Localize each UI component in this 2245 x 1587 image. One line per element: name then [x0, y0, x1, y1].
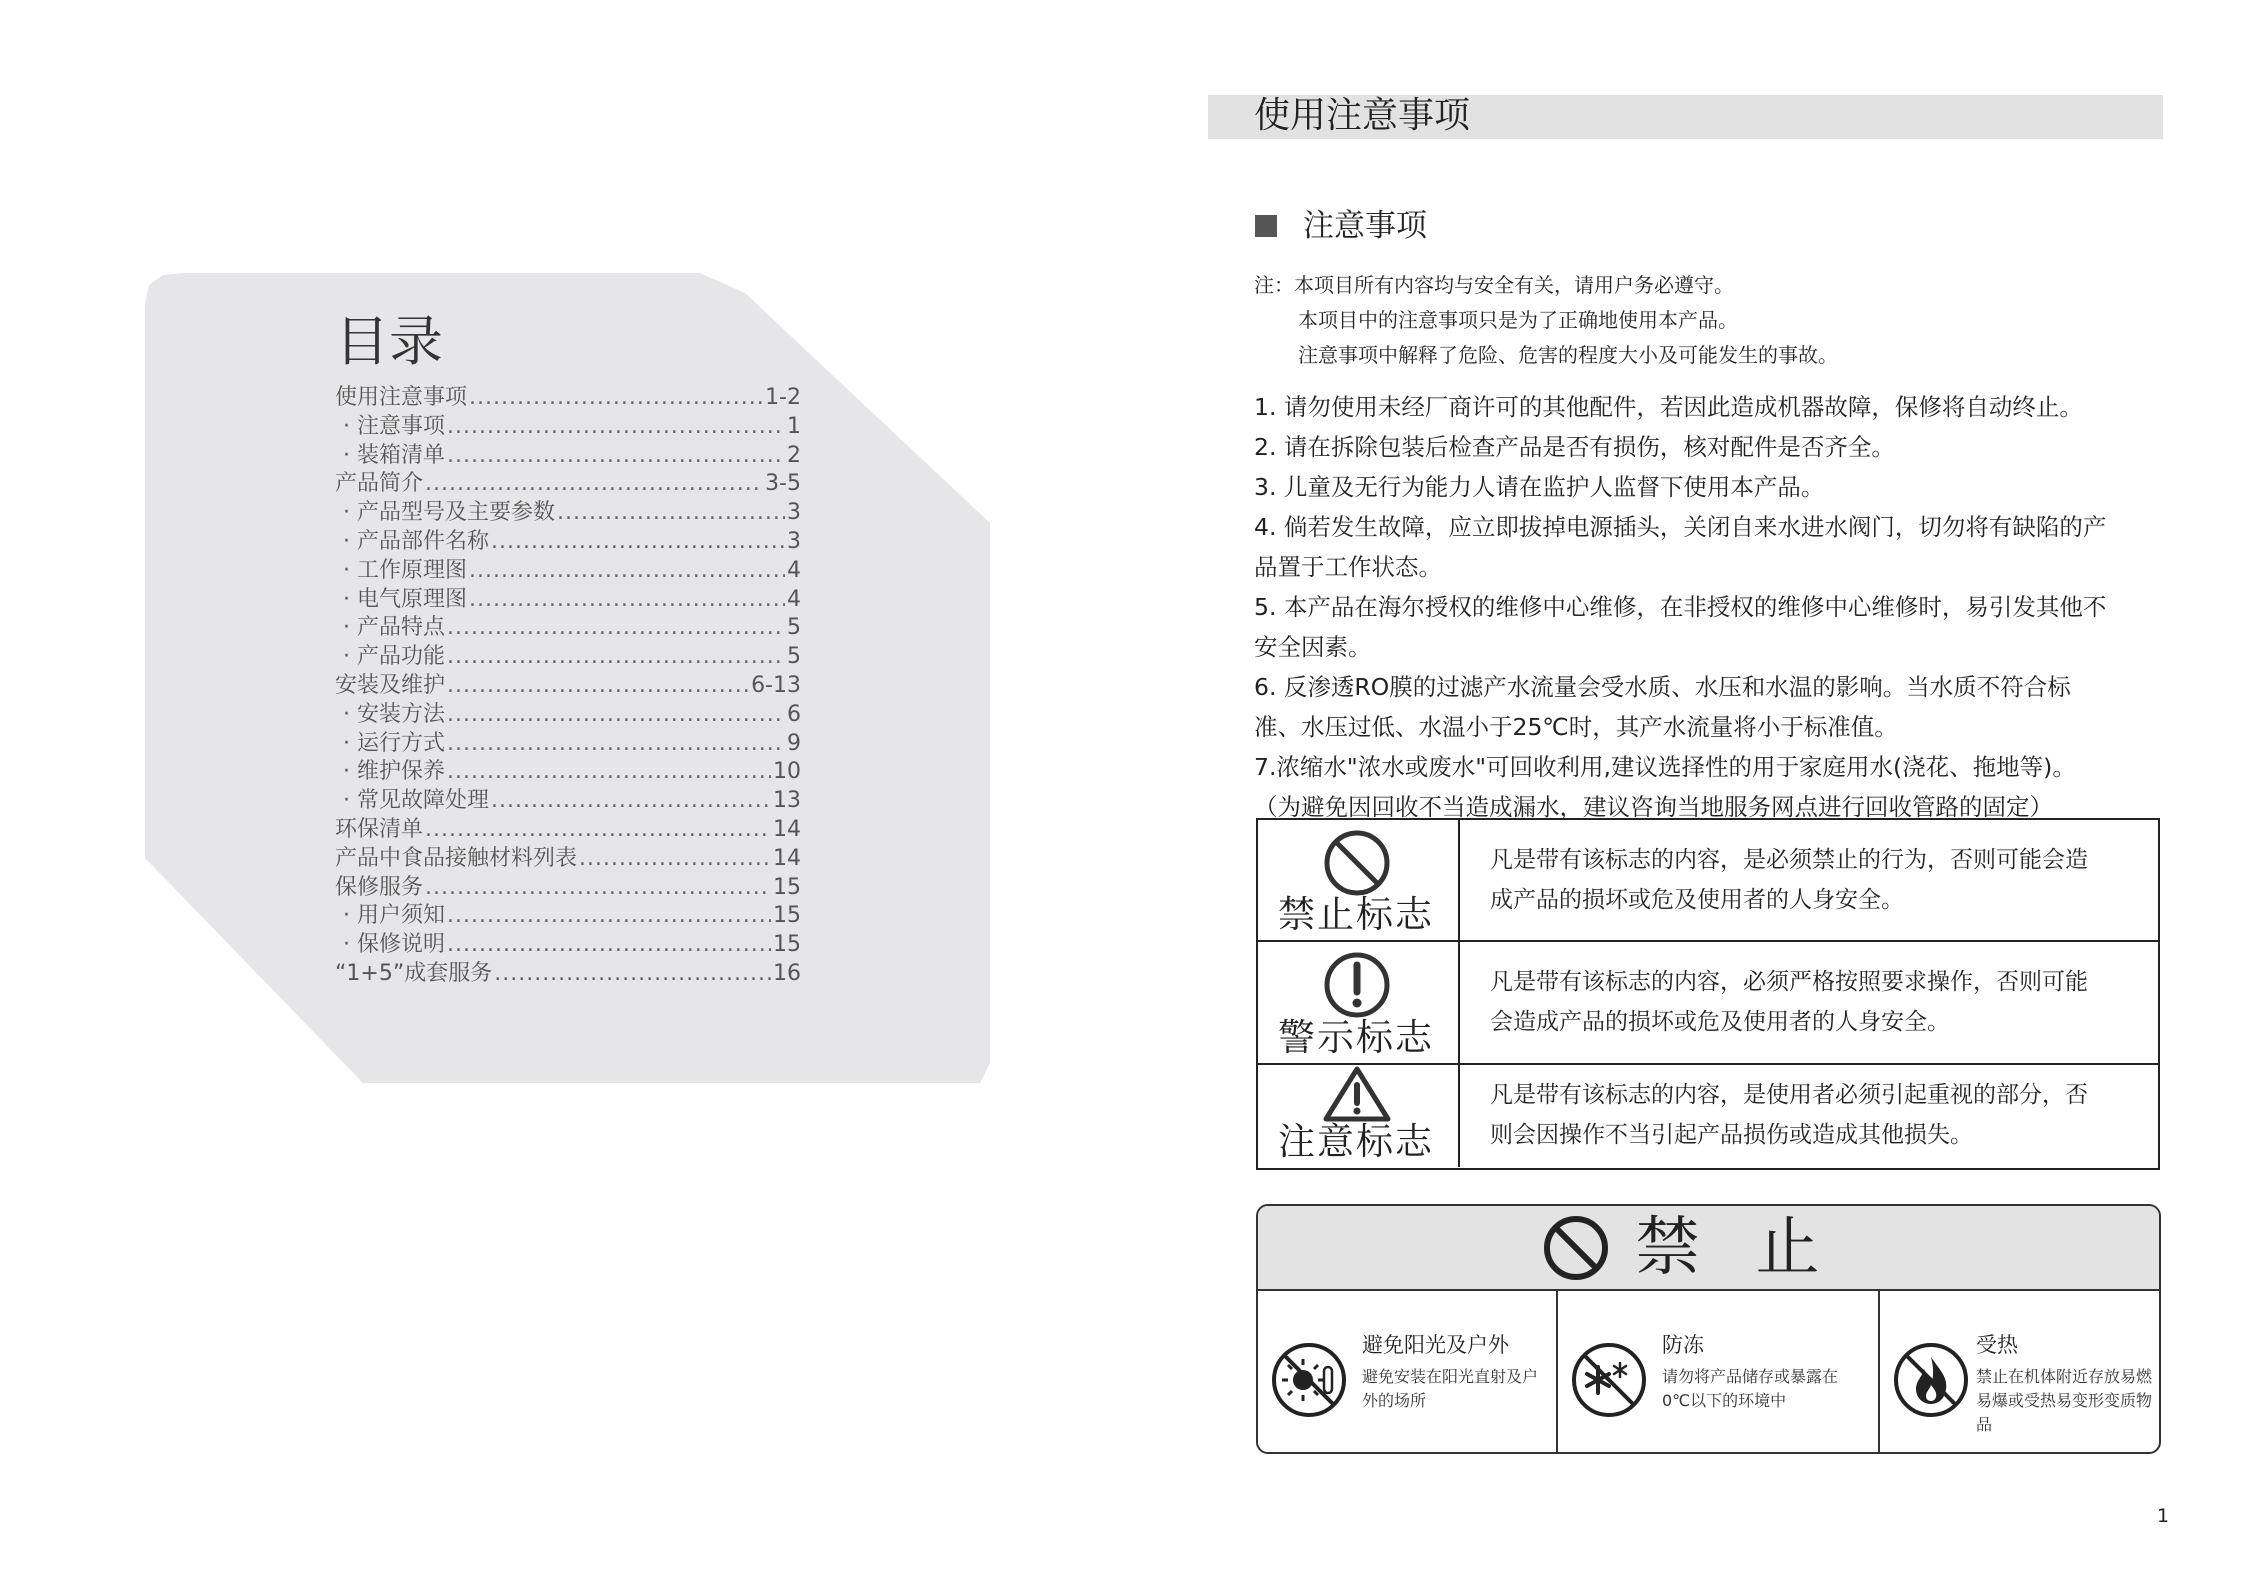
no-freeze-icon	[1570, 1341, 1648, 1419]
toc-entry-label: · 保修说明	[343, 932, 445, 958]
toc-dot-leader	[469, 557, 785, 586]
prohibition-cell-heat	[1880, 1291, 2159, 1454]
prohibition-cell-sunlight	[1258, 1291, 1558, 1454]
page-title: 使用注意事项	[1254, 95, 1471, 136]
toc-entry	[335, 528, 801, 557]
prohibition-box	[1256, 1204, 2161, 1454]
toc-entry-label: · 装箱清单	[343, 442, 445, 468]
toc-list	[335, 384, 801, 989]
precaution-item: 准、水压过低、水温小于25℃时，其产水流量将小于标准值。	[1254, 713, 1898, 741]
symbol-description: 凡是带有该标志的内容，是使用者必须引起重视的部分，否	[1490, 1082, 2088, 1108]
toc-entry	[335, 960, 801, 989]
toc-entry-label: · 产品特点	[343, 615, 445, 641]
toc-entry	[335, 586, 801, 615]
toc-entry	[335, 499, 801, 528]
prohibit-icon	[1322, 828, 1392, 898]
toc-dot-leader	[447, 931, 771, 960]
precaution-item: 2. 请在拆除包装后检查产品是否有损伤，核对配件是否齐全。	[1254, 433, 1895, 461]
symbol-description: 会造成产品的损坏或危及使用者的人身安全。	[1490, 1008, 1950, 1035]
precaution-item: 4. 倘若发生故障，应立即拔掉电源插头，关闭自来水进水阀门，切勿将有缺陷的产	[1254, 513, 2107, 541]
precaution-item: 5. 本产品在海尔授权的维修中心维修，在非授权的维修中心维修时，易引发其他不	[1254, 593, 2107, 621]
toc-title: 目录	[335, 310, 443, 373]
toc-entry	[335, 701, 801, 730]
toc-entry-page: 15	[773, 874, 801, 900]
toc-entry-label: · 产品型号及主要参数	[343, 500, 555, 526]
toc-entry-page: 3	[787, 500, 801, 526]
toc-entry-page: 4	[787, 586, 801, 612]
toc-dot-leader	[447, 614, 785, 643]
toc-entry-label: · 安装方法	[343, 701, 445, 727]
toc-entry-page: 14	[773, 816, 801, 842]
toc-entry-page: 9	[787, 730, 801, 756]
toc-entry	[335, 470, 801, 499]
square-bullet-icon	[1255, 215, 1277, 237]
prohibition-cell-desc: 禁止在机体附近存放易燃易爆或受热易变形变质物品	[1976, 1367, 2153, 1434]
toc-entry	[335, 643, 801, 672]
prohibition-cell-title: 防冻	[1662, 1333, 1704, 1357]
symbol-description: 凡是带有该标志的内容，是必须禁止的行为，否则可能会造	[1490, 847, 2088, 873]
toc-entry	[335, 845, 801, 874]
symbol-description: 凡是带有该标志的内容，必须严格按照要求操作，否则可能	[1490, 968, 2088, 995]
toc-entry	[335, 931, 801, 960]
toc-entry-label: 使用注意事项	[335, 385, 468, 410]
toc-entry-label: “1+5”成套服务	[335, 960, 493, 986]
toc-entry-page: 5	[787, 644, 801, 670]
toc-entry-page: 6-13	[751, 672, 801, 698]
toc-entry-page: 10	[773, 759, 801, 785]
toc-entry	[335, 614, 801, 643]
prohibition-cell-title: 受热	[1976, 1333, 2018, 1357]
toc-entry-page: 1	[787, 413, 801, 439]
toc-dot-leader	[425, 470, 763, 499]
page-number: 1	[2157, 1505, 2170, 1527]
prohibit-icon	[1542, 1214, 1610, 1282]
toc-entry	[335, 442, 801, 471]
prohibition-cell-desc: 避免安装在阳光直射及户外的场所	[1362, 1367, 1539, 1410]
toc-entry-label: 安装及维护	[335, 672, 446, 698]
toc-entry	[335, 902, 801, 931]
toc-entry	[335, 758, 801, 787]
toc-entry-page: 4	[787, 557, 801, 583]
toc-entry-label: · 电气原理图	[343, 586, 467, 612]
toc-dot-leader	[557, 499, 785, 528]
symbol-name: 警示标志	[1278, 1016, 1434, 1059]
toc-dot-leader	[579, 845, 771, 874]
symbol-row-caution	[1258, 1063, 2158, 1167]
prohibition-cell-desc: 请勿将产品储存或暴露在0℃以下的环境中	[1662, 1367, 1839, 1410]
toc-entry-page: 16	[773, 960, 801, 986]
exclamation-icon	[1322, 950, 1392, 1020]
symbol-description: 则会因操作不当引起产品损伤或造成其他损失。	[1490, 1122, 1973, 1148]
symbol-name: 禁止标志	[1278, 893, 1434, 936]
precaution-item: 3. 儿童及无行为能力人请在监护人监督下使用本产品。	[1254, 473, 1825, 501]
toc-entry	[335, 384, 801, 413]
section-heading	[1255, 204, 1427, 248]
toc-dot-leader	[494, 960, 771, 989]
toc-entry-page: 2	[787, 442, 801, 468]
toc-entry-label: · 工作原理图	[343, 557, 467, 583]
toc-entry-page: 6	[787, 701, 801, 727]
toc-entry	[335, 787, 801, 816]
toc-entry-label: · 常见故障处理	[343, 788, 489, 814]
toc-dot-leader	[447, 701, 785, 730]
toc-dot-leader	[447, 902, 771, 931]
toc-entry-label: · 注意事项	[343, 413, 445, 439]
toc-entry-label: · 用户须知	[343, 903, 445, 929]
toc-entry	[335, 730, 801, 759]
prohibition-cell-freeze	[1558, 1291, 1880, 1454]
note-line: 注意事项中解释了危险、危害的程度大小及可能发生的事故。	[1298, 343, 1838, 367]
toc-dot-leader	[491, 787, 771, 816]
toc-entry-label: · 产品功能	[343, 644, 445, 670]
precaution-item: 7.浓缩水"浓水或废水"可回收利用,建议选择性的用于家庭用水(浇花、拖地等)。	[1254, 753, 2076, 781]
toc-entry-page: 1-2	[765, 385, 801, 410]
toc-entry-page: 15	[773, 932, 801, 958]
table-of-contents	[335, 306, 801, 989]
symbol-description: 成产品的损坏或危及使用者的人身安全。	[1490, 887, 1904, 913]
toc-dot-leader	[425, 816, 771, 845]
toc-entry	[335, 557, 801, 586]
toc-dot-leader	[447, 442, 785, 471]
precaution-list	[1254, 387, 2164, 827]
toc-entry-label: · 维护保养	[343, 759, 445, 785]
toc-dot-leader	[447, 672, 749, 701]
toc-entry-page: 13	[773, 788, 801, 814]
prohibition-cell-title: 避免阳光及户外	[1362, 1333, 1509, 1357]
symbol-row-warning	[1258, 940, 2158, 1065]
toc-entry	[335, 413, 801, 442]
toc-dot-leader	[447, 413, 785, 442]
toc-dot-leader	[447, 730, 785, 759]
toc-entry-label: 产品中食品接触材料列表	[335, 845, 578, 871]
symbol-row-prohibit	[1258, 820, 2158, 942]
precaution-item: 1. 请勿使用未经厂商许可的其他配件，若因此造成机器故障，保修将自动终止。	[1254, 393, 2083, 421]
notes-block	[1254, 268, 1838, 373]
toc-entry	[335, 672, 801, 701]
toc-entry	[335, 816, 801, 845]
warning-triangle-icon	[1322, 1065, 1392, 1123]
precaution-item: 安全因素。	[1254, 633, 1372, 661]
toc-entry	[335, 874, 801, 903]
toc-entry-page: 5	[787, 615, 801, 641]
prohibition-header	[1258, 1206, 2159, 1291]
toc-dot-leader	[447, 758, 771, 787]
toc-entry-label: 保修服务	[335, 874, 424, 900]
toc-entry-label: 环保清单	[335, 816, 424, 842]
toc-entry-label: · 运行方式	[343, 730, 445, 756]
prohibition-title: 禁止	[1635, 1210, 1876, 1285]
section-heading-text: 注意事项	[1303, 208, 1427, 244]
toc-entry-label: 产品简介	[335, 471, 424, 497]
toc-entry-page: 15	[773, 903, 801, 929]
toc-dot-leader	[491, 528, 785, 557]
toc-entry-page: 3-5	[765, 471, 801, 497]
note-line: 注：本项目所有内容均与安全有关，请用户务必遵守。	[1254, 273, 1734, 297]
toc-entry-page: 14	[773, 845, 801, 871]
precaution-item: （为避免因回收不当造成漏水，建议咨询当地服务网点进行回收管路的固定）	[1254, 793, 2053, 821]
symbol-name: 注意标志	[1278, 1120, 1434, 1163]
precaution-item: 品置于工作状态。	[1254, 553, 1442, 581]
symbol-table	[1256, 818, 2160, 1170]
note-line: 本项目中的注意事项只是为了正确地使用本产品。	[1298, 308, 1738, 332]
toc-entry-label: · 产品部件名称	[343, 528, 489, 554]
toc-dot-leader	[469, 384, 763, 413]
toc-dot-leader	[469, 586, 785, 615]
toc-dot-leader	[447, 643, 785, 672]
toc-entry-page: 3	[787, 528, 801, 554]
no-fire-icon	[1892, 1341, 1970, 1419]
toc-dot-leader	[425, 874, 771, 903]
precaution-item: 6. 反渗透RO膜的过滤产水流量会受水质、水压和水温的影响。当水质不符合标	[1254, 673, 2071, 701]
no-sunlight-icon	[1270, 1341, 1348, 1419]
